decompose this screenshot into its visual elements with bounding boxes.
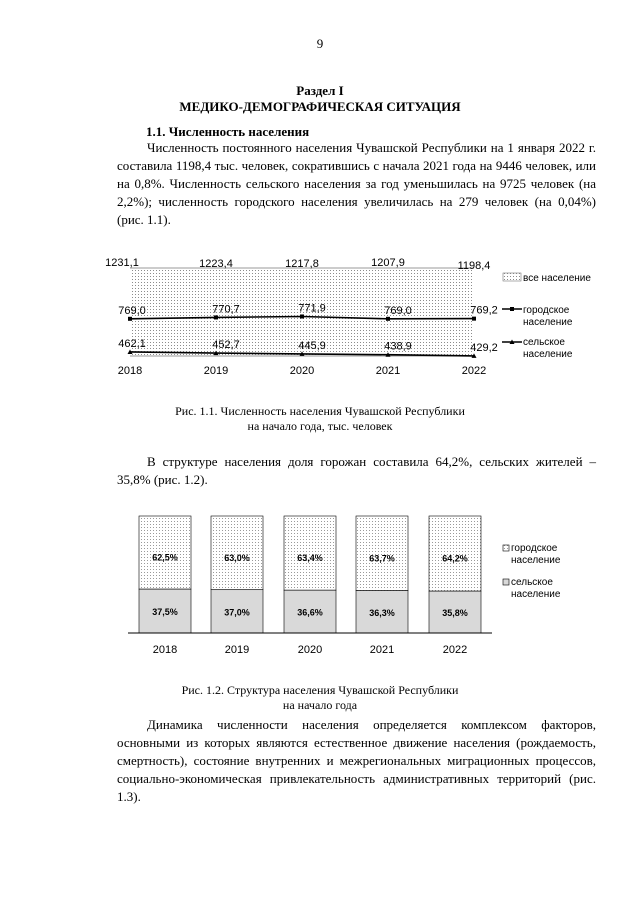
- urban-share-label: 63,4%: [297, 553, 323, 564]
- rural-value-label: 452,7: [212, 339, 240, 352]
- urban-share-label: 64,2%: [442, 553, 468, 564]
- x-tick-label: 2021: [369, 644, 395, 656]
- legend-urban-label-2: население: [511, 555, 561, 566]
- subsection-title: 1.1. Численность населения: [146, 124, 310, 139]
- legend-urban-label-2: население: [523, 317, 573, 328]
- legend-rural-swatch: [503, 579, 509, 585]
- figure-1-caption: [0, 404, 640, 434]
- page-number: 9: [316, 36, 324, 51]
- rural-value-label: 438,9: [384, 340, 412, 353]
- x-tick-label: 2020: [297, 644, 323, 656]
- legend-urban-label-1: городское: [523, 305, 570, 316]
- legend-total-label: все население: [523, 273, 591, 284]
- legend-rural-label-1: сельское: [523, 337, 565, 348]
- total-value-label: 1217,8: [285, 258, 319, 270]
- rural-value-label: 445,9: [298, 339, 326, 352]
- x-tick-label: 2018: [117, 365, 143, 377]
- legend-urban-label-1: городское: [511, 543, 558, 554]
- legend-urban-swatch: [503, 545, 509, 551]
- urban-point: [128, 317, 132, 321]
- x-tick-label: 2022: [461, 365, 487, 377]
- urban-value-label: 770,7: [212, 303, 240, 316]
- section-number: Раздел I: [296, 83, 344, 98]
- rural-value-label: 429,2: [470, 341, 498, 354]
- section-title: [0, 83, 640, 115]
- total-value-label: 1223,4: [199, 258, 233, 270]
- legend-rural-label-2: население: [511, 589, 561, 600]
- paragraph-dynamics: Динамика численности населения определяется комплексом факторов, основными из которых являются естественное движение населения (рождаемость, смертность), состояние внутренних и межрегиональных миграционных процессов, социально-экономическая привлекательность административных территорий (рис. 1.3).: [117, 717, 596, 804]
- figure-2-caption-line2: на начало года: [282, 698, 358, 712]
- total-value-label: 1207,9: [371, 257, 405, 269]
- population-chart: [0, 252, 640, 392]
- urban-value-label: 769,0: [384, 304, 412, 317]
- urban-point: [300, 314, 304, 318]
- urban-share-label: 63,0%: [224, 552, 250, 563]
- figure-2-caption: [0, 683, 640, 713]
- urban-point: [472, 317, 476, 321]
- population-structure-chart: [0, 506, 640, 666]
- urban-share-label: 63,7%: [369, 553, 395, 564]
- urban-value-label: 769,2: [470, 304, 498, 317]
- legend-total-swatch: [503, 273, 521, 281]
- paragraph-population: Численность постоянного населения Чувашской Республики на 1 января 2022 г. составила 1198,4 тыс. человек, сократившись с начала 2021 года на 9446 человек, или на 0,8%. Численность сельского населения за год уменьшилась на 9725 человек (на 2,2%); численность городского населения увеличилась на 279 человек (на 0,04%) (рис. 1.1).: [117, 140, 596, 227]
- rural-value-label: 462,1: [118, 337, 146, 350]
- legend-rural-label-1: сельское: [511, 577, 553, 588]
- x-tick-label: 2019: [203, 365, 229, 377]
- figure-2-caption-line1: Рис. 1.2. Структура населения Чувашской Республики: [181, 683, 459, 697]
- rural-share-label: 35,8%: [442, 608, 468, 619]
- x-tick-label: 2021: [375, 365, 401, 377]
- rural-share-label: 36,6%: [297, 607, 323, 618]
- legend-rural-label-2: население: [523, 349, 573, 360]
- rural-share-label: 37,5%: [152, 607, 178, 618]
- x-tick-label: 2019: [224, 644, 250, 656]
- urban-point: [386, 317, 390, 321]
- urban-point: [214, 315, 218, 319]
- total-value-label: 1198,4: [457, 260, 491, 272]
- paragraph-structure: В структуре населения доля горожан составила 64,2%, сельских жителей – 35,8% (рис. 1.2).: [117, 454, 596, 487]
- rural-share-label: 37,0%: [224, 607, 250, 618]
- total-value-label: 1231,1: [105, 257, 139, 269]
- urban-value-label: 771,9: [298, 302, 326, 315]
- section-name: МЕДИКО-ДЕМОГРАФИЧЕСКАЯ СИТУАЦИЯ: [179, 99, 461, 114]
- urban-value-label: 769,0: [118, 304, 146, 317]
- rural-share-label: 36,3%: [369, 607, 395, 618]
- x-tick-label: 2018: [152, 644, 178, 656]
- legend-urban-marker: [510, 307, 514, 311]
- figure-1-caption-line2: на начало года, тыс. человек: [247, 419, 393, 433]
- x-tick-label: 2020: [289, 365, 315, 377]
- x-tick-label: 2022: [442, 644, 468, 656]
- urban-share-label: 62,5%: [152, 552, 178, 563]
- figure-1-caption-line1: Рис. 1.1. Численность населения Чувашской Республики: [175, 404, 465, 418]
